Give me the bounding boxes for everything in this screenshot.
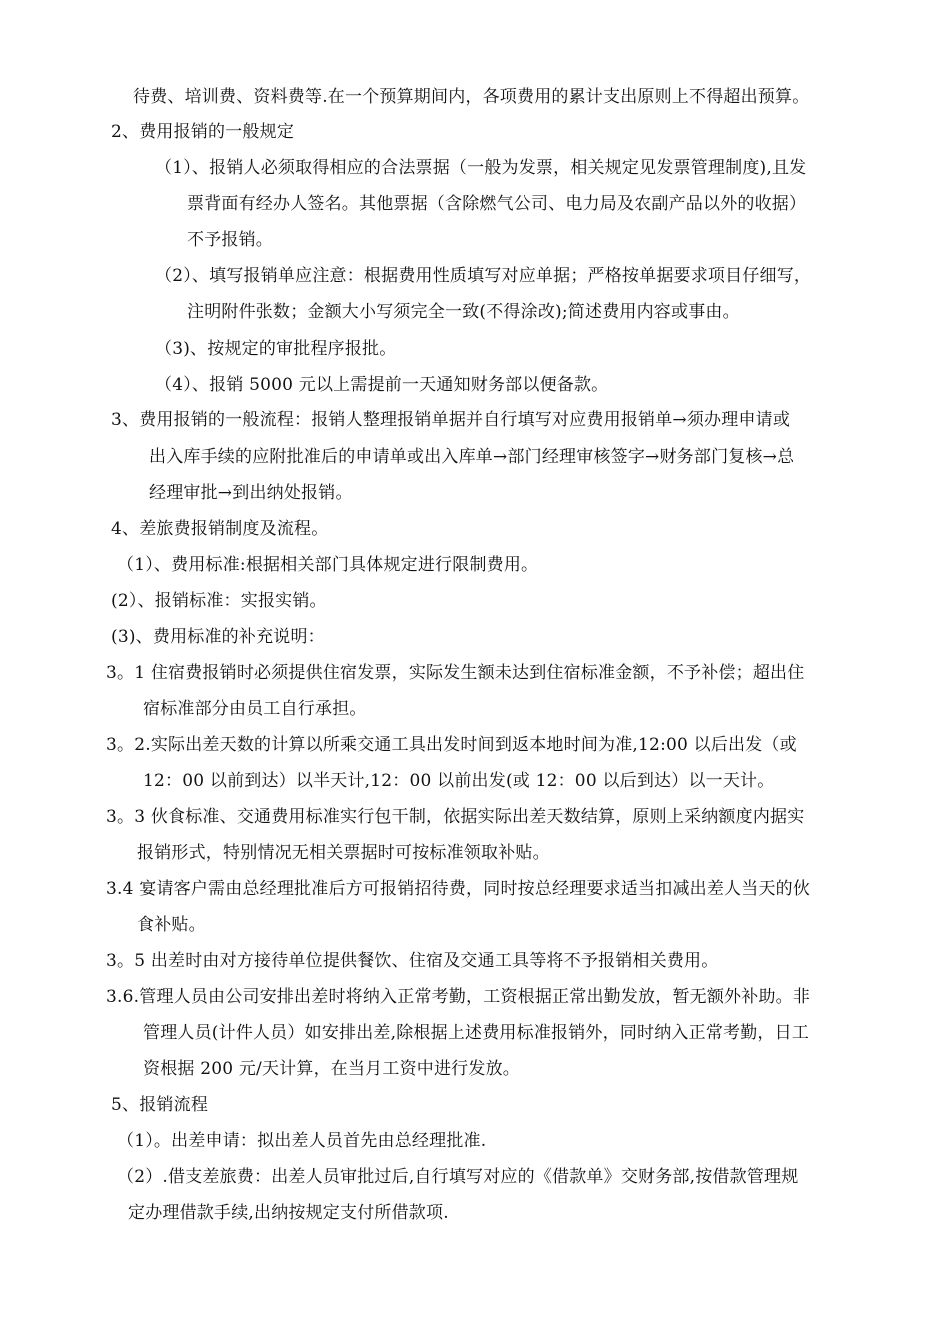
section-heading: 4、差旅费报销制度及流程。 — [111, 519, 329, 539]
section-heading: 5、报销流程 — [111, 1095, 209, 1115]
paragraph-line: （3)、按规定的审批程序报批。 — [155, 339, 397, 359]
section-heading: 3、费用报销的一般流程：报销人整理报销单据并自行填写对应费用报销单→须办理申请或 — [111, 410, 791, 430]
paragraph-line: （2）.借支差旅费：出差人员审批过后,自行填写对应的《借款单》交财务部,按借款管理规 — [117, 1167, 799, 1187]
paragraph-line: 3。2.实际出差天数的计算以所乘交通工具出发时间到返本地时间为准,12:00 以后出发（或 — [106, 735, 797, 755]
paragraph-line: 定办理借款手续,出纳按规定支付所借款项. — [128, 1203, 449, 1223]
paragraph-line: 宿标准部分由员工自行承担。 — [143, 699, 367, 719]
paragraph-line: （4）、报销 5000 元以上需提前一天通知财务部以便备款。 — [155, 375, 609, 395]
paragraph-line: （1）、报销人必须取得相应的合法票据（一般为发票，相关规定见发票管理制度),且发 — [155, 158, 807, 178]
paragraph-line: 3.4 宴请客户需由总经理批准后方可报销招待费，同时按总经理要求适当扣减出差人当天的伙 — [106, 879, 811, 899]
section-heading: 2、费用报销的一般规定 — [111, 122, 295, 142]
paragraph-line: 管理人员(计件人员）如安排出差,除根据上述费用标准报销外，同时纳入正常考勤，日工 — [143, 1023, 810, 1043]
paragraph-line: 食补贴。 — [137, 915, 206, 935]
paragraph-line: 注明附件张数；金额大小写须完全一致(不得涂改);简述费用内容或事由。 — [187, 302, 740, 322]
paragraph-line: 3.6.管理人员由公司安排出差时将纳入正常考勤，工资根据正常出勤发放，暂无额外补助。非 — [106, 987, 811, 1007]
paragraph-line: 报销形式，特别情况无相关票据时可按标准领取补贴。 — [137, 843, 550, 863]
paragraph-line: 3。1 住宿费报销时必须提供住宿发票，实际发生额未达到住宿标准金额，不予补偿；超出住 — [106, 663, 805, 683]
paragraph-line: （1）。出差申请：拟出差人员首先由总经理批准. — [117, 1131, 487, 1151]
paragraph-line: 待费、培训费、资料费等.在一个预算期间内，各项费用的累计支出原则上不得超出预算。 — [133, 87, 810, 107]
paragraph-line: （1）、费用标准:根据相关部门具体规定进行限制费用。 — [117, 555, 539, 575]
paragraph-line: 12：00 以前到达）以半天计,12：00 以前出发(或 12：00 以后到达）以一天计。 — [143, 771, 775, 791]
paragraph-line: (3)、费用标准的补充说明： — [111, 627, 325, 647]
paragraph-line: 资根据 200 元/天计算，在当月工资中进行发放。 — [143, 1059, 520, 1079]
paragraph-line: (2）、报销标准：实报实销。 — [111, 591, 327, 611]
paragraph-line: 经理审批→到出纳处报销。 — [149, 483, 353, 503]
paragraph-line: （2）、填写报销单应注意：根据费用性质填写对应单据；严格按单据要求项目仔细写， — [155, 266, 812, 286]
paragraph-line: 出入库手续的应附批准后的申请单或出入库单→部门经理审核签字→财务部门复核→总 — [149, 447, 795, 467]
paragraph-line: 票背面有经办人签名。其他票据（含除燃气公司、电力局及农副产品以外的收据） — [187, 194, 807, 214]
paragraph-line: 3。5 出差时由对方接待单位提供餐饮、住宿及交通工具等将不予报销相关费用。 — [106, 951, 719, 971]
paragraph-line: 3。3 伙食标准、交通费用标准实行包干制，依据实际出差天数结算，原则上采纳额度内据实 — [106, 807, 805, 827]
paragraph-line: 不予报销。 — [187, 230, 273, 250]
